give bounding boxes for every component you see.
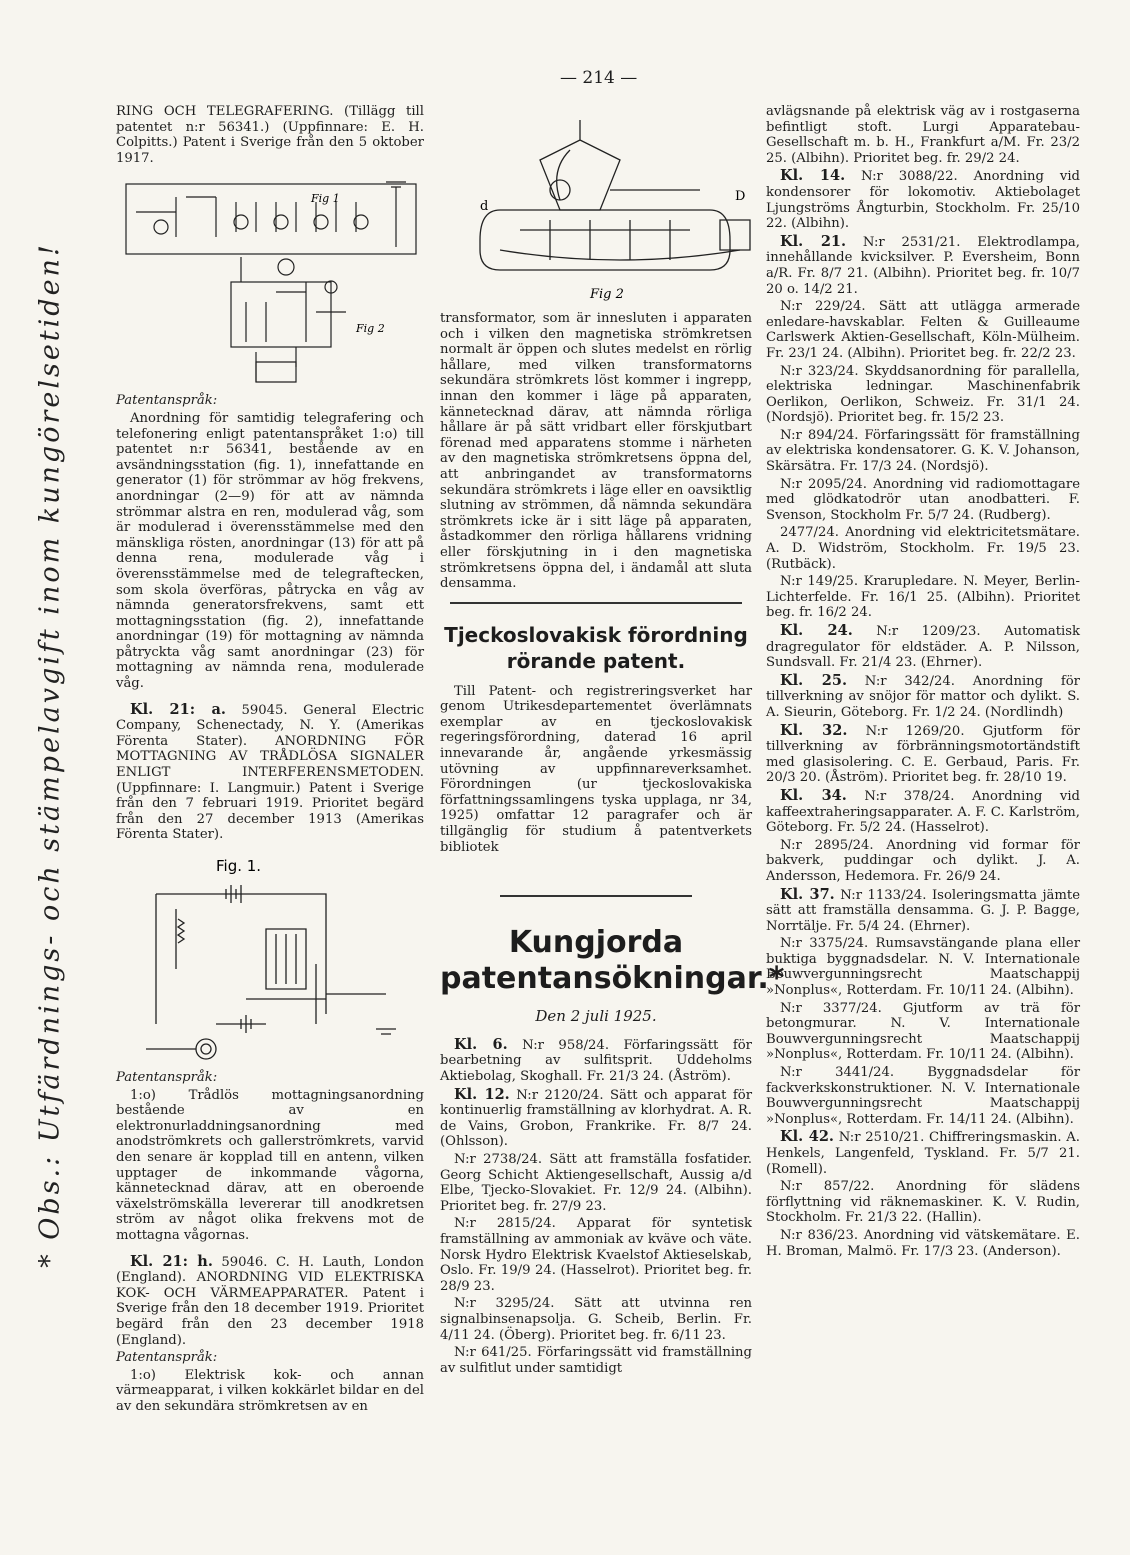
entry-42c: N:r 836/23. Anordning vid vätskemätare. E. H. Broman, Malmö. Fr. 17/3 23. (Anderson). — [766, 1227, 1080, 1259]
claims-heading: Patentanspråk: — [116, 1070, 218, 1085]
entry-34b: N:r 2895/24. Anordning vid formar för bakverk, puddingar och dylikt. J. A. Andersson, Hedemora. Fr. 26/9 24. — [766, 837, 1080, 884]
class-label-21: Kl. 21. — [780, 232, 847, 250]
claims-heading: Patentanspråk: — [116, 393, 218, 409]
page-number: — 214 — — [560, 68, 638, 88]
entry-21a: 59045. General Electric Company, Schenectady, N. Y. (Amerikas Förenta Stater). ANORDNING FÖR MOTTAGNING AV TRÅDLÖSA SIGNALER ENLIGT INTERFERENSMETODEN. (Uppfinnare: I. Langmuir.) Patent i Sverige från den 7 februari 1919. Prioritet begärd från den 27 december 1913 (Amerikas Förenta Stater). — [116, 702, 424, 843]
class-label-25: Kl. 25. — [780, 671, 848, 689]
entry-12e: N:r 641/25. Förfaringssätt vid framställning av sulfitlut under samtidigt — [440, 1345, 752, 1376]
fig-b-label: Fig. 1. — [216, 857, 262, 875]
date-line: Den 2 juli 1925. — [535, 1007, 657, 1026]
heading-main: Kungjorda patentansökningar.* — [440, 925, 785, 997]
class-label-21h: Kl. 21: h. — [130, 1252, 213, 1270]
class-label-24: Kl. 24. — [780, 622, 853, 639]
entry-21c: N:r 323/24. Skyddsanordning för parallella, elektriska ledningar. Maschinenfabrik Oerlikon, Oerlikon, Schweiz. Fr. 31/1 24. (Nordsjö). Prioritet beg. fr. 15/2 23. — [766, 363, 1080, 426]
fig-1-label: Fig 1 — [311, 192, 340, 206]
column-2 — [440, 104, 785, 1378]
claims-text: Anordning för samtidig telegrafering och telefonering enligt patentanspråket 1:o) till patentet n:r 56341, bestående av en avsändningsstation (fig. 1), innefattande en generator (1) för strömmar av hög frekvens, anordningar (2—9) för att av nämnda strömmar alstra en ren, modulerad våg, som är modulerad i överensstämmelse med den mänskliga rösten, anordningar (13) för att på denna rena, modulerade våg i överensstämmelse med de telegraftecken, som skola överföras, påtrycka en våg av nämnda generatorsfrekvens, samt ett mottagningsstation (fig. 2), innefattande anordningar (19) för mottagning av nämnda påtryckta våg samt anordningar (23) för mottagning av nämnda rena, modulerade våg. — [116, 410, 424, 692]
entry-34: N:r 378/24. Anordning vid kaffeextraheringsapparater. A. F. C. Karlström, Göteborg. Fr. 5/2 24. (Hasselrot). — [766, 788, 1081, 836]
czech-paragraph: Till Patent- och registreringsverket har genom Utrikesdepartementet överlämnats exemplar av en tjeckoslovakisk regeringsförordning, daterad 16 april innevarande år, angående yrkesmässig utövning av uppfinnareverksamhet. Förordningen (ur tjeckoslovakiska författningssamlingens tyska upplaga, nr 34, 1925) omfattar 12 paragrafer och är tillgänglig för studium å patentverkets bibliotek — [440, 683, 752, 855]
continued-paragraph: transformator, som är innesluten i apparaten och i vilken den magnetiska strömkretsen normalt är öppen och slutes medelst en rörlig hållare, med vilken transformatorns sekundära strömkrets löst kommer i ingrepp, innan den kommer i läge på apparaten, kännetecknad därav, att nämnda rörliga hållare är på sätt vridbart eller förskjutbart förenad med apparatens stomme i närheten av den magnetiska strömkretsens öppna del, att anbringandet av transformatorns sekundära strömkrets i läge eller en oavsiktlig slutning av strömmen, då nämnda sekundära strömkrets icke är i sitt läge på apparaten, åstadkommer den rörliga hållarens vridning eller förskjutning in i den magnetiska strömkretsens öppna del, i ändamål att sluta densamma. — [440, 311, 752, 592]
entry-21f: 2477/24. Anordning vid elektricitetsmätare. A. D. Widström, Stockholm. Fr. 19/5 23. (Rutbäck). — [766, 525, 1080, 572]
circuit-figure-interference — [116, 849, 424, 1064]
transformer-figure — [440, 110, 752, 305]
entry-21h: 59046. C. H. Lauth, London (England). ANORDNING VID ELEKTRISKA KOK- OCH VÄRMEAPPARATER. Patent i Sverige från den 18 december 1919. Prioritet begärd från den 23 december 1918 (England). — [116, 1254, 424, 1348]
class-label-14: Kl. 14. — [780, 167, 846, 185]
entry-21b: N:r 229/24. Sätt att utlägga armerade enledare-havskablar. Felten & Guilleaume Carlswerk Aktien-Gesellschaft, Köln-Mülheim. Fr. 23/1 24. (Albihn). Prioritet beg. fr. 22/2 23. — [766, 299, 1080, 361]
claims-heading: Patentanspråk: — [116, 1350, 218, 1366]
entry-21g: N:r 149/25. Krarupledare. N. Meyer, Berlin-Lichterfelde. Fr. 16/1 25. (Albihn). Prioritet beg. fr. 16/2 24. — [766, 574, 1080, 621]
sidebar-note-text: * Obs.: Utfärdnings- och stämpelavgift inom kungörelsetiden! — [34, 242, 66, 1268]
claims-text: 1:o) Elektrisk kok- och annan värmeapparat, i vilken kokkärlet bildar en del av den sekundära strömkretsen av en — [116, 1367, 424, 1414]
entry-42b: N:r 857/22. Anordning för slädens förflyttning vid räknemaskiner. K. V. Rudin, Stockholm. Fr. 21/3 22. (Hallin). — [766, 1179, 1080, 1226]
entry-21d: N:r 894/24. Förfaringssätt för framställning av elektriska kondensatorer. G. K. V. Johanson, Skärsätra. Fr. 17/3 24. (Nordsjö). — [766, 427, 1080, 475]
entry-42: N:r 2510/21. Chiffreringsmaskin. A. Henkels, Langenfeld, Tyskland. Fr. 5/7 21. (Romell). — [766, 1130, 1080, 1177]
intro-paragraph: RING OCH TELEGRAFERING. (Tillägg till patentet n:r 56341.) (Uppfinnare: E. H. Colpitts.) Patent i Sverige från den 5 oktober 1917. — [116, 104, 424, 166]
class-label-42: Kl. 42. — [780, 1128, 834, 1146]
entry-32: N:r 1269/20. Gjutform för tillverkning av förbränningsmotortändstift med glasisolering. C. E. Gerbaud, Paris. Fr. 20/3 20. (Åström). Prioritet beg. fr. 28/10 19. — [766, 723, 1080, 786]
divider — [500, 895, 692, 897]
column-1 — [116, 104, 424, 1416]
continued-paragraph: avlägsnande på elektrisk väg av i rostgaserna befintligt stoft. Lurgi Apparatebau-Gesellschaft m. b. H., Frankfurt a/M. Fr. 23/2 25. (Albihn). Prioritet beg. fr. 29/2 24. — [766, 104, 1080, 166]
class-label-34: Kl. 34. — [780, 786, 847, 804]
entry-25: N:r 342/24. Anordning för tillverkning av snöjor för mattor och dylikt. S. A. Sieurin, Göteborg. Fr. 1/2 24. (Nordlindh) — [766, 673, 1080, 720]
claims-text: 1:o) Trådlös mottagningsanordning bestående av en elektronurladdningsanordning med anodströmkrets och gallerströmkrets, varvid den senare är kopplad till en antenn, vilken upptager de inkommande vågorna, kännetecknad därav, att en oberoende växelströmskälla levererar till anodkretsen ström av något olika frekvens mot de mottagna vågornas. — [116, 1087, 424, 1243]
entry-14: N:r 3088/22. Anordning vid kondensorer för lokomotiv. Aktiebolaget Ljungströms Ångturbin, Stockholm. Fr. 25/10 22. (Albihn). — [766, 169, 1080, 232]
class-label-12: Kl. 12. — [454, 1085, 510, 1103]
entry-37: N:r 1133/24. Isoleringsmatta jämte sätt att framställa densamma. G. J. P. Bagge, Norrtälje. Fr. 5/4 24. (Ehrner). — [766, 887, 1081, 934]
entry-21: N:r 2531/21. Elektrodlampa, innehållande kvicksilver. P. Eversheim, Bonn a/R. Fr. 8/7 21. (Albihn). Prioritet beg. fr. 10/7 20 o. 14/2 21. — [766, 234, 1080, 297]
entry-24: N:r 1209/23. Automatisk dragregulator för eldstäder. A. P. Nilsson, Sundsvall. Fr. 21/4 23. (Ehrner). — [766, 624, 1080, 671]
entry-37d: N:r 3441/24. Byggnadsdelar för fackverkskonstruktioner. N. V. Internationale Bouwvergunningsrecht Maatschappij »Nonplus«, Rotterdam. Fr. 14/11 24. (Albihn). — [766, 1065, 1080, 1127]
circuit-figure-1-2 — [116, 172, 424, 387]
sidebar-note — [20, 210, 80, 1300]
class-label-6: Kl. 6. — [454, 1035, 508, 1053]
fig-c-label: Fig 2 — [590, 287, 624, 302]
class-label-21a: Kl. 21: a. — [130, 700, 226, 718]
entry-12b: N:r 2738/24. Sätt att framställa fosfatider. Georg Schicht Aktiengesellschaft, Aussig a/d Elbe, Tjecko-Slovakiet. Fr. 12/9 24. (Albihn). Prioritet beg. fr. 27/9 23. — [440, 1151, 752, 1214]
divider — [450, 602, 742, 604]
entry-12: N:r 2120/24. Sätt och apparat för kontinuerlig framställning av klorhydrat. A. R. de Vains, Grobon, Frankrike. Fr. 8/7 24. (Ohlsson). — [440, 1087, 752, 1150]
entry-12c: N:r 2815/24. Apparat för syntetisk framställning av ammoniak av kväve och väte. Norsk Hydro Elektrisk Kvaelstof Aktieselskab, Oslo. Fr. 19/9 24. (Hasselrot). Prioritet beg. fr. 28/9 23. — [440, 1216, 752, 1294]
fig-2-label: Fig 2 — [356, 322, 385, 336]
heading-czech: Tjeckoslovakisk förordning rörande patent. — [444, 622, 748, 673]
entry-12d: N:r 3295/24. Sätt att utvinna ren signalbinsenapsolja. G. Scheib, Berlin. Fr. 4/11 24. (Öberg). Prioritet beg. fr. 6/11 23. — [440, 1296, 752, 1343]
entry-37c: N:r 3377/24. Gjutform av trä för betongmurar. N. V. Internationale Bouwvergunningsrecht Maatschappij »Nonplus«, Rotterdam. Fr. 10/11 24. (Albihn). — [766, 1000, 1080, 1063]
entry-21e: N:r 2095/24. Anordning vid radiomottagare med glödkatodrör utan anodbatteri. F. Svenson, Stockholm Fr. 5/7 24. (Rudberg). — [766, 476, 1080, 523]
entry-37b: N:r 3375/24. Rumsavstängande plana eller buktiga byggnadsdelar. N. V. Internationale Bouwvergunningsrecht Maatschappij »Nonplus«, Rotterdam. Fr. 10/11 24. (Albihn). — [766, 936, 1080, 999]
svg-text:d: d — [480, 199, 489, 214]
class-label-32: Kl. 32. — [780, 721, 848, 739]
svg-text:D: D — [735, 189, 746, 204]
class-label-37: Kl. 37. — [780, 885, 835, 903]
entry-6: N:r 958/24. Förfaringssätt för bearbetning av sulfitsprit. Uddeholms Aktiebolag, Skoghall. Fr. 21/3 24. (Åström). — [440, 1037, 752, 1084]
column-3 — [766, 104, 1080, 1261]
